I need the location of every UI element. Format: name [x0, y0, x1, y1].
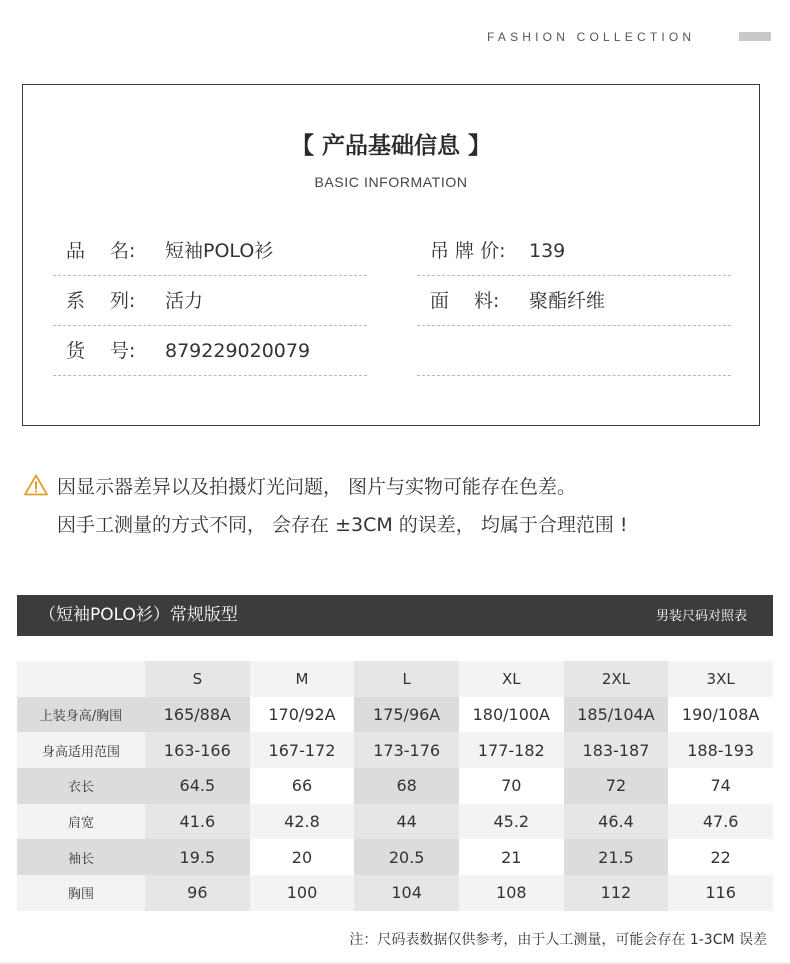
table-cell: 68	[354, 768, 459, 804]
field-item-number	[53, 326, 367, 376]
size-chart-note: 注：尺码表数据仅供参考，由于人工测量，可能会存在 1-3CM 误差	[349, 932, 767, 948]
table-cell: 175/96A	[354, 697, 459, 733]
basic-info-card	[22, 84, 760, 426]
table-cell: 96	[145, 875, 250, 911]
row-label: 胸围	[17, 875, 145, 911]
table-cell: 46.4	[564, 804, 669, 840]
field-value: 879229020079	[165, 340, 311, 362]
table-cell: 170/92A	[250, 697, 355, 733]
field-label: 系 列:	[66, 290, 136, 312]
field-value: 聚酯纤维	[529, 290, 606, 312]
table-cell: 47.6	[668, 804, 773, 840]
field-value: 139	[529, 240, 566, 262]
table-corner-cell	[17, 661, 145, 697]
basic-info-title: 【 产品基础信息 】	[290, 133, 491, 159]
field-product-name	[53, 226, 367, 276]
field-series	[53, 276, 367, 326]
size-chart-table	[17, 661, 773, 911]
column-header: XL	[459, 661, 564, 697]
table-cell: 180/100A	[459, 697, 564, 733]
table-cell: 21.5	[564, 839, 669, 875]
field-label: 吊 牌 价:	[430, 240, 506, 262]
table-cell: 20	[250, 839, 355, 875]
table-cell: 70	[459, 768, 564, 804]
field-fabric	[417, 276, 731, 326]
table-cell: 165/88A	[145, 697, 250, 733]
table-cell: 112	[564, 875, 669, 911]
row-label: 上装身高/胸围	[17, 697, 145, 733]
table-cell: 173-176	[354, 732, 459, 768]
field-value: 短袖POLO衫	[165, 240, 274, 262]
column-header: 2XL	[564, 661, 669, 697]
table-cell: 45.2	[459, 804, 564, 840]
table-header-row	[17, 661, 773, 697]
table-cell: 167-172	[250, 732, 355, 768]
table-row	[17, 875, 773, 911]
size-chart-header	[17, 595, 773, 636]
table-cell: 20.5	[354, 839, 459, 875]
column-header: M	[250, 661, 355, 697]
table-cell: 72	[564, 768, 669, 804]
row-label: 肩宽	[17, 804, 145, 840]
table-cell: 116	[668, 875, 773, 911]
table-row	[17, 804, 773, 840]
field-label: 面 料:	[430, 290, 500, 312]
table-cell: 163-166	[145, 732, 250, 768]
table-cell: 19.5	[145, 839, 250, 875]
column-header: 3XL	[668, 661, 773, 697]
table-cell: 44	[354, 804, 459, 840]
size-chart-title: （短袖POLO衫）常规版型	[39, 605, 238, 625]
basic-info-subtitle: BASIC INFORMATION	[314, 174, 468, 190]
size-chart-subtitle: 男装尺码对照表	[655, 609, 747, 624]
field-empty	[417, 326, 731, 376]
table-cell: 185/104A	[564, 697, 669, 733]
field-value: 活力	[165, 290, 204, 312]
notice-line-1: 因显示器差异以及拍摄灯光问题， 图片与实物可能存在色差。	[57, 476, 577, 498]
row-label: 袖长	[17, 839, 145, 875]
table-cell: 104	[354, 875, 459, 911]
row-label: 衣长	[17, 768, 145, 804]
field-tag-price	[417, 226, 731, 276]
table-cell: 100	[250, 875, 355, 911]
field-label: 品 名:	[66, 240, 136, 262]
table-cell: 188-193	[668, 732, 773, 768]
table-cell: 66	[250, 768, 355, 804]
field-label: 货 号:	[66, 340, 136, 362]
table-cell: 64.5	[145, 768, 250, 804]
row-label: 身高适用范围	[17, 732, 145, 768]
table-cell: 74	[668, 768, 773, 804]
table-cell: 22	[668, 839, 773, 875]
table-cell: 41.6	[145, 804, 250, 840]
header-tag: FASHION COLLECTION	[487, 30, 696, 44]
table-cell: 42.8	[250, 804, 355, 840]
table-row	[17, 768, 773, 804]
table-cell: 190/108A	[668, 697, 773, 733]
table-row	[17, 697, 773, 733]
column-header: L	[354, 661, 459, 697]
warning-icon	[24, 474, 48, 496]
notice-line-2: 因手工测量的方式不同， 会存在 ±3CM 的误差， 均属于合理范围 !	[57, 514, 628, 536]
table-row	[17, 732, 773, 768]
table-cell: 108	[459, 875, 564, 911]
column-header: S	[145, 661, 250, 697]
table-cell: 21	[459, 839, 564, 875]
table-cell: 183-187	[564, 732, 669, 768]
header-accent-bar	[739, 32, 771, 41]
table-row	[17, 839, 773, 875]
table-cell: 177-182	[459, 732, 564, 768]
